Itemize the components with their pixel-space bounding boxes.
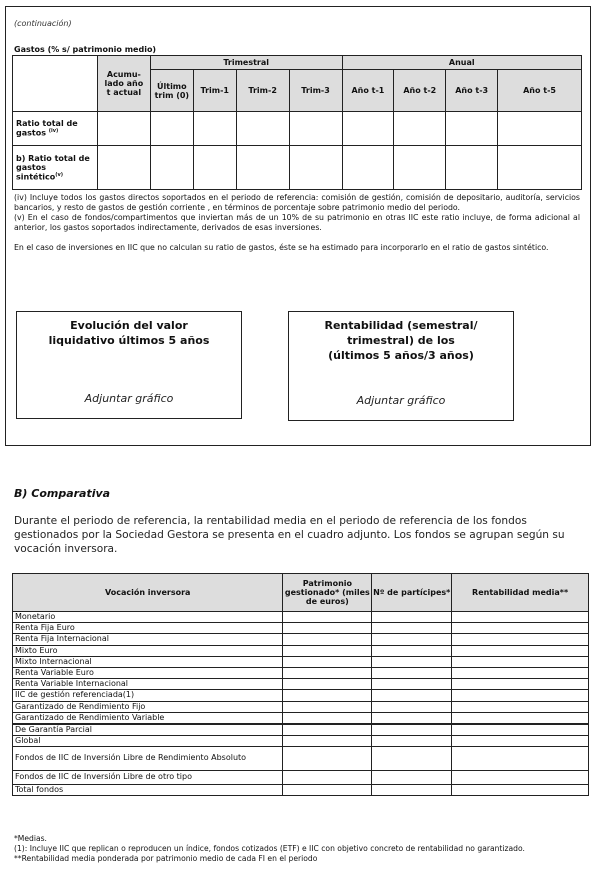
empty-cell	[452, 679, 589, 690]
comp-header-vocacion: Vocación inversora	[13, 574, 283, 612]
box2-placeholder: Adjuntar gráfico	[356, 394, 446, 407]
footnote-medias: *Medias.	[14, 834, 47, 843]
empty-cell	[372, 724, 452, 736]
vocacion-cell: Renta Fija Internacional	[13, 634, 283, 645]
empty-cell	[372, 679, 452, 690]
col-ano-5: Año t-5	[498, 70, 582, 112]
empty-cell	[283, 724, 372, 736]
col-ano-3: Año t-3	[446, 70, 498, 112]
vocacion-cell: Monetario	[13, 612, 283, 623]
empty-cell	[372, 667, 452, 678]
empty-cell	[452, 645, 589, 656]
empty-cell	[452, 667, 589, 678]
empty-cell	[452, 612, 589, 623]
table-row	[13, 784, 589, 795]
empty-cell	[372, 656, 452, 667]
col-trimestral: Trimestral	[150, 56, 342, 70]
table-row	[13, 746, 589, 770]
empty-cell	[372, 690, 452, 701]
table-row	[13, 634, 589, 645]
empty-cell	[283, 612, 372, 623]
section-b-title: B) Comparativa	[14, 487, 111, 500]
comp-header-participes: Nº de partícipes*	[372, 574, 452, 612]
table-row	[13, 712, 589, 724]
vocacion-cell: De Garantía Parcial	[13, 724, 283, 736]
table-row	[13, 623, 589, 634]
col-ano-2: Año t-2	[394, 70, 446, 112]
empty-cell	[452, 735, 589, 746]
vocacion-cell: Total fondos	[13, 784, 283, 795]
note-iv: (iv) Incluye todos los gastos directos soportados en el periodo de referencia: comisión de gestión, comisión de depositario, auditoría, servicios bancarios, y resto de gastos de gestión corriente , en términos de porcentaje sobre patrimonio medio del periodo.	[14, 193, 580, 212]
empty-cell	[452, 746, 589, 770]
gastos-table	[12, 55, 582, 190]
comp-header-patrimonio: Patrimonio gestionado* (miles de euros)	[283, 574, 372, 612]
empty-cell	[283, 770, 372, 784]
empty-cell	[283, 712, 372, 724]
empty-cell	[283, 623, 372, 634]
col-trim-3: Trim-3	[289, 70, 342, 112]
vocacion-cell: Fondos de IIC de Inversión Libre de Rendimiento Absoluto	[13, 746, 283, 770]
empty-cell	[372, 645, 452, 656]
empty-cell	[372, 784, 452, 795]
box1-title: Evolución del valor liquidativo últimos 5 años	[48, 319, 210, 347]
vocacion-cell: Renta Variable Euro	[13, 667, 283, 678]
empty-cell	[283, 645, 372, 656]
section-b-paragraph: Durante el periodo de referencia, la rentabilidad media en el periodo de referencia de los fondos gestionados por la Sociedad Gestora se presenta en el cuadro adjunto. Los fondos se agrupan según su vocación inversora.	[14, 515, 565, 555]
empty-cell	[283, 746, 372, 770]
table-row	[13, 724, 589, 736]
empty-cell	[372, 746, 452, 770]
empty-cell	[452, 656, 589, 667]
footnote-1: (1): Incluye IIC que replican o reproducen un índice, fondos cotizados (ETF) e IIC con objetivo concreto de rentabilidad no garantizado.	[14, 844, 525, 853]
gastos-corner	[13, 56, 98, 112]
chart-placeholder-rentabilidad	[288, 311, 514, 421]
table-row	[13, 645, 589, 656]
empty-cell	[452, 634, 589, 645]
vocacion-cell: Global	[13, 735, 283, 746]
col-trim-1: Trim-1	[193, 70, 236, 112]
row-ratio-sintetico: b) Ratio total de gastos sintético$^{(v)}$	[13, 146, 98, 190]
empty-cell	[452, 784, 589, 795]
col-anual: Anual	[342, 56, 582, 70]
note-extra: En el caso de inversiones en IIC que no calculan su ratio de gastos, éste se ha estimado para incorporarlo en el ratio de gastos sintético.	[14, 243, 549, 252]
empty-cell	[452, 690, 589, 701]
table-row	[13, 690, 589, 701]
table-row	[13, 656, 589, 667]
vocacion-cell: Renta Variable Internacional	[13, 679, 283, 690]
table-row	[13, 679, 589, 690]
gastos-notes	[14, 193, 580, 253]
empty-cell	[452, 712, 589, 724]
chart-placeholder-valor-liquidativo	[16, 311, 242, 419]
vocacion-cell: Garantizado de Rendimiento Variable	[13, 712, 283, 724]
continuation-label: (continuación)	[14, 19, 72, 28]
empty-cell	[372, 623, 452, 634]
footnote-2: **Rentabilidad media ponderada por patrimonio medio de cada FI en el periodo	[14, 854, 318, 863]
gastos-title: Gastos (% s/ patrimonio medio)	[14, 45, 157, 54]
empty-cell	[283, 667, 372, 678]
empty-cell	[283, 784, 372, 795]
table-row	[13, 612, 589, 623]
empty-cell	[452, 623, 589, 634]
vocacion-cell: Garantizado de Rendimiento Fijo	[13, 701, 283, 712]
empty-cell	[283, 656, 372, 667]
empty-cell	[283, 634, 372, 645]
footnotes	[14, 834, 590, 864]
empty-cell	[372, 634, 452, 645]
vocacion-cell: Mixto Internacional	[13, 656, 283, 667]
empty-cell	[372, 701, 452, 712]
row-ratio-total: Ratio total de gastos $^{(iv)}$	[13, 112, 98, 146]
vocacion-cell: Mixto Euro	[13, 645, 283, 656]
empty-cell	[372, 770, 452, 784]
table-row	[13, 701, 589, 712]
table-row	[13, 770, 589, 784]
empty-cell	[283, 690, 372, 701]
table-row	[13, 735, 589, 746]
empty-cell	[452, 701, 589, 712]
box1-placeholder: Adjuntar gráfico	[84, 392, 174, 405]
comp-header-rentabilidad: Rentabilidad media**	[452, 574, 589, 612]
col-trim-0: Último trim (0)	[150, 70, 193, 112]
vocacion-cell: IIC de gestión referenciada(1)	[13, 690, 283, 701]
box2-title: Rentabilidad (semestral/ trimestral) de los (últimos 5 años/3 años)	[324, 319, 478, 362]
empty-cell	[283, 679, 372, 690]
vocacion-cell: Fondos de IIC de Inversión Libre de otro tipo	[13, 770, 283, 784]
note-v: (v) En el caso de fondos/compartimentos que inviertan más de un 10% de su patrimonio en otras IIC este ratio incluye, de forma adicional al anterior, los gastos soportados indirectamente, derivados de esas inversiones.	[14, 213, 580, 232]
empty-cell	[283, 735, 372, 746]
empty-cell	[452, 770, 589, 784]
col-ano-1: Año t-1	[342, 70, 394, 112]
comparativa-table	[12, 573, 589, 796]
empty-cell	[452, 724, 589, 736]
empty-cell	[372, 612, 452, 623]
empty-cell	[372, 735, 452, 746]
table-row	[13, 667, 589, 678]
col-acum: Acumu-lado año t actual	[97, 56, 150, 112]
vocacion-cell: Renta Fija Euro	[13, 623, 283, 634]
col-trim-2: Trim-2	[236, 70, 289, 112]
empty-cell	[372, 712, 452, 724]
empty-cell	[283, 701, 372, 712]
